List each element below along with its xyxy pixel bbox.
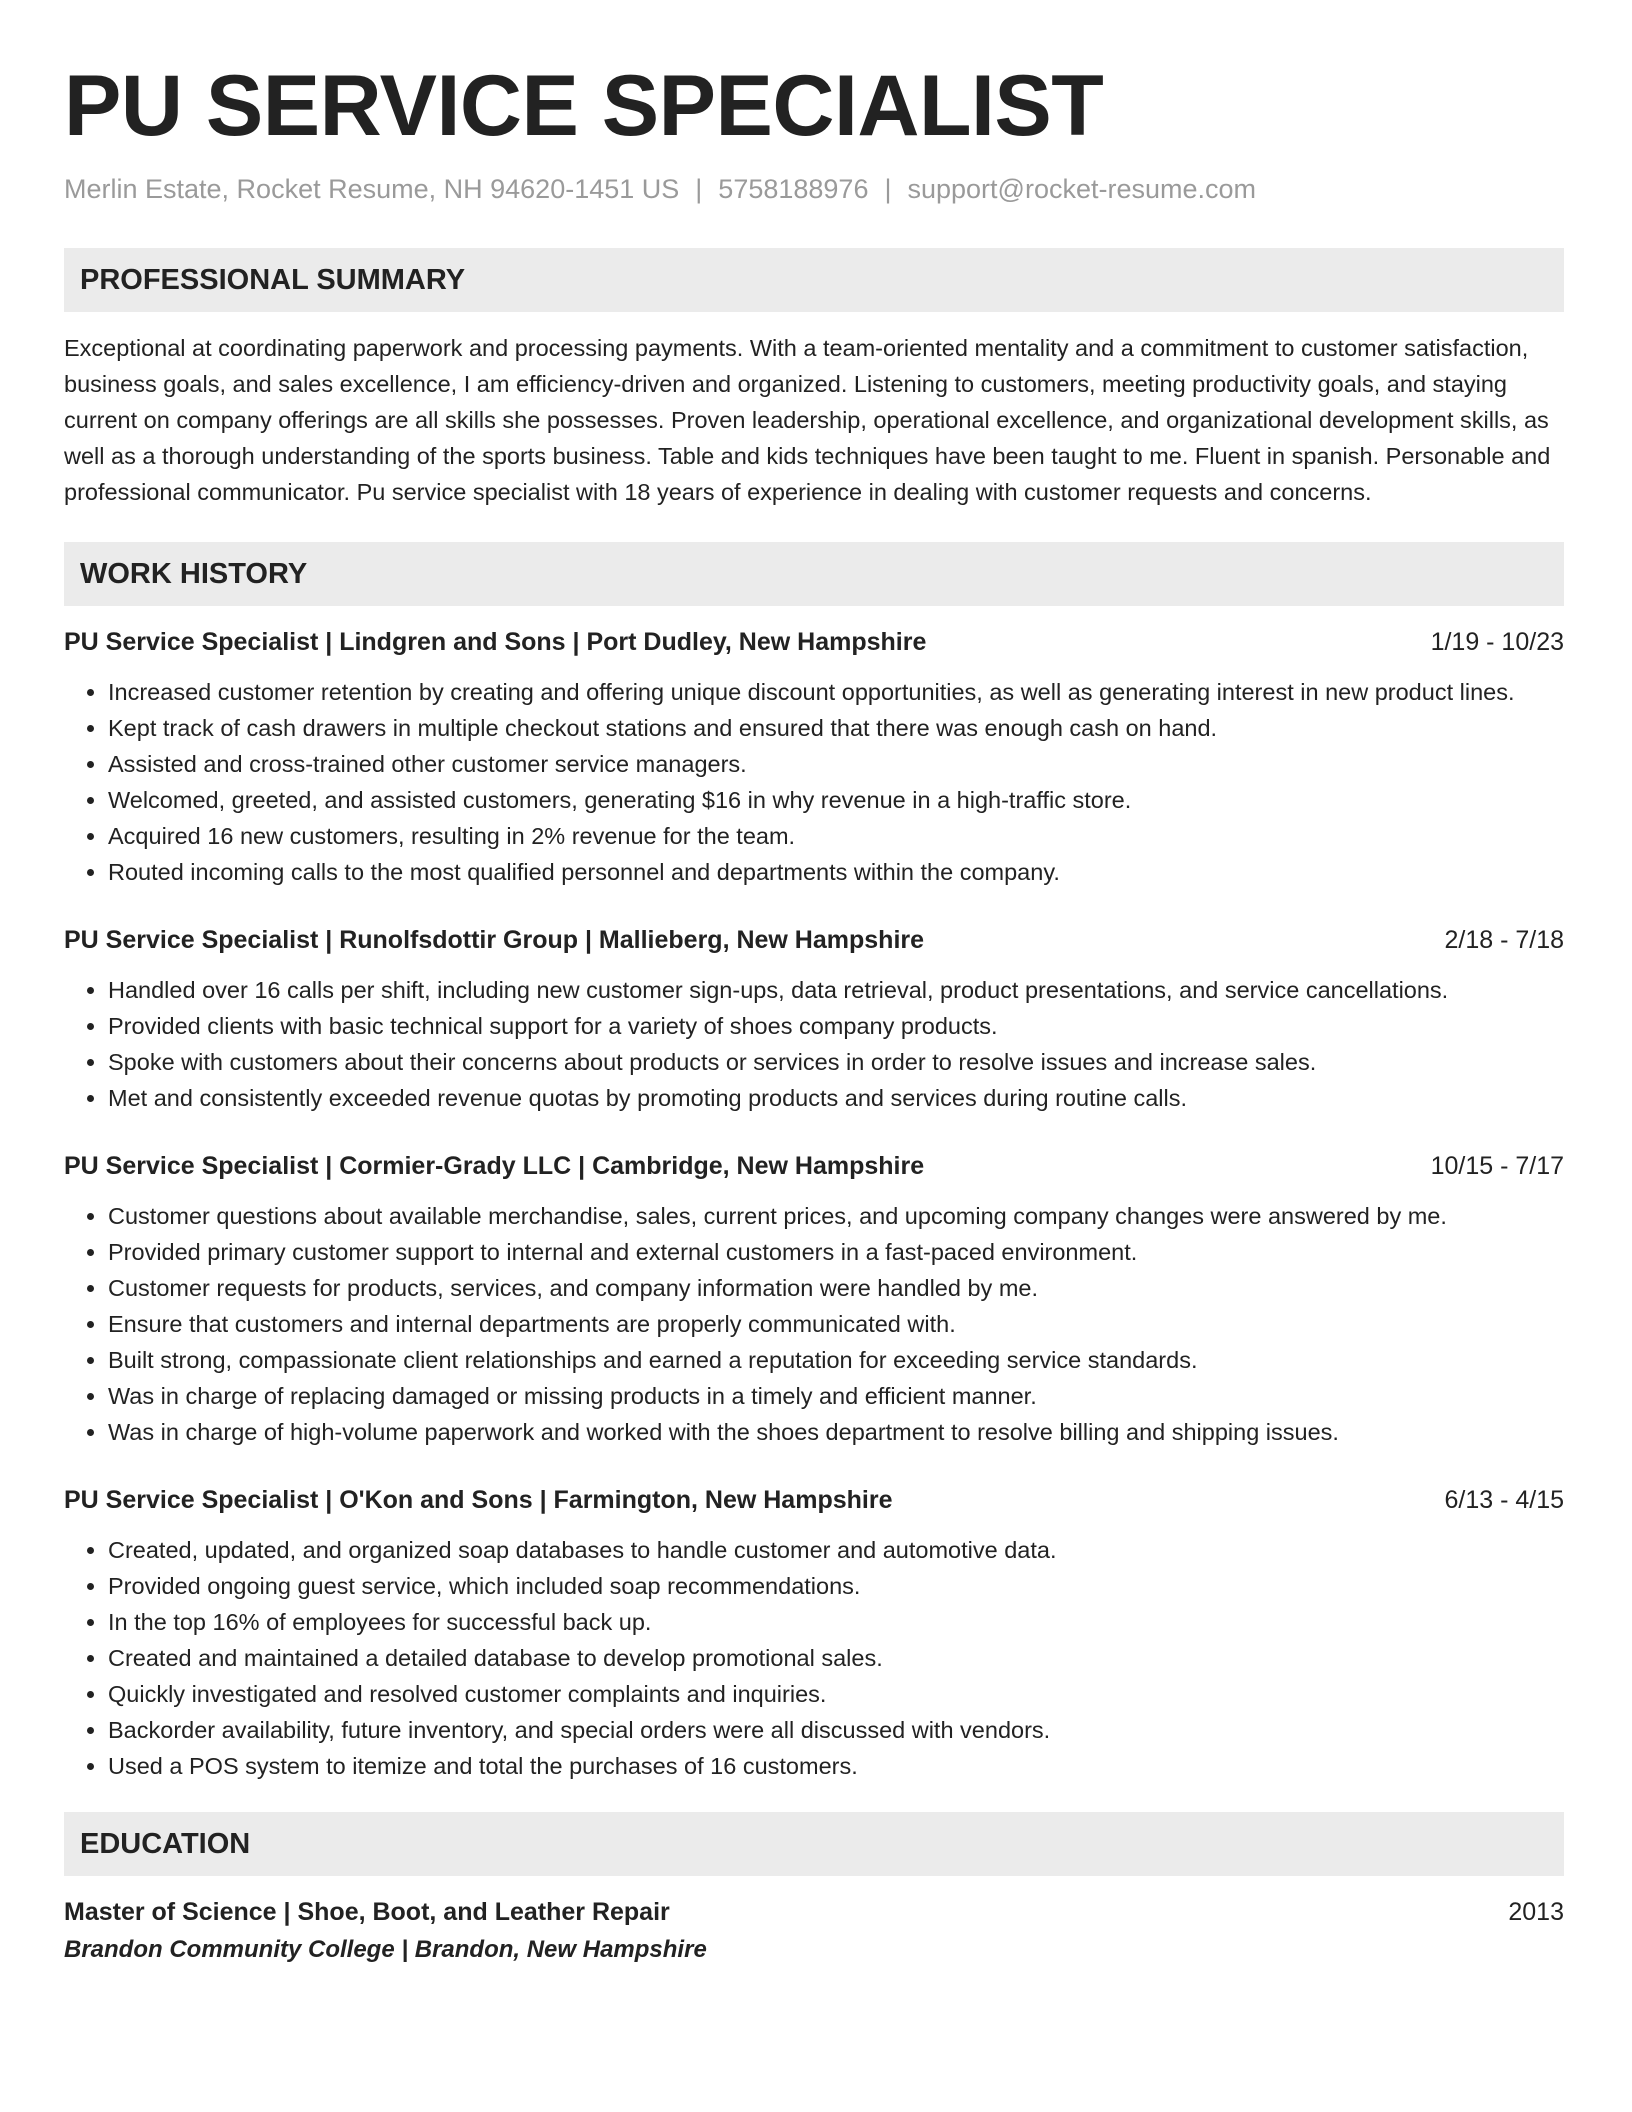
job-bullet: • Customer requests for products, services, and company information were handled by me.: [108, 1270, 1564, 1306]
job-title: PU Service Specialist | O'Kon and Sons | Farmington, New Hampshire: [64, 1486, 893, 1514]
job-head: [64, 1148, 1564, 1184]
job-bullet: • Created and maintained a detailed database to develop promotional sales.: [108, 1640, 1564, 1676]
contact-phone: 5758188976: [718, 174, 869, 204]
job-bullet: • Was in charge of replacing damaged or missing products in a timely and efficient manner.: [108, 1378, 1564, 1414]
summary-heading: PROFESSIONAL SUMMARY: [64, 248, 1564, 312]
summary-text: Exceptional at coordinating paperwork and processing payments. With a team-oriented mentality and a commitment to customer satisfaction, business goals, and sales excellence, I am efficiency-driven and organized. Listening to customers, meeting productivity goals, and staying current on company offerings are all skills she possesses. Proven leadership, operational excellence, and organizational development skills, as well as a thorough understanding of the sports business. Table and kids techniques have been taught to me. Fluent in spanish. Personable and professional communicator. Pu service specialist with 18 years of experience in dealing with customer requests and concerns.: [64, 335, 1551, 505]
education-entry: [64, 1894, 1564, 1970]
job-dates: 1/19 - 10/23: [1430, 628, 1564, 656]
job-bullet: • Was in charge of high-volume paperwork and worked with the shoes department to resolve billing and shipping issues.: [108, 1414, 1564, 1450]
job-bullet: • Met and consistently exceeded revenue quotas by promoting products and services during routine calls.: [108, 1080, 1564, 1116]
job-bullet: • Quickly investigated and resolved customer complaints and inquiries.: [108, 1676, 1564, 1712]
job-title: PU Service Specialist | Cormier-Grady LLC | Cambridge, New Hampshire: [64, 1152, 925, 1180]
job-bullet: • Routed incoming calls to the most qualified personnel and departments within the company.: [108, 854, 1564, 890]
job-title: PU Service Specialist | Runolfsdottir Group | Mallieberg, New Hampshire: [64, 926, 925, 954]
job-bullet: • Provided clients with basic technical support for a variety of shoes company products.: [108, 1008, 1564, 1044]
education-degree: Master of Science | Shoe, Boot, and Leather Repair: [64, 1898, 670, 1926]
contact-separator: |: [884, 174, 892, 204]
job-bullet: • Provided ongoing guest service, which included soap recommendations.: [108, 1568, 1564, 1604]
job-bullet: • Acquired 16 new customers, resulting in 2% revenue for the team.: [108, 818, 1564, 854]
contact-email: support@rocket-resume.com: [907, 174, 1257, 204]
education-year: 2013: [1508, 1898, 1564, 1926]
job-dates: 10/15 - 7/17: [1430, 1152, 1564, 1180]
job-bullet-list: [64, 972, 1564, 1116]
job-bullet: • Built strong, compassionate client relationships and earned a reputation for exceeding service standards.: [108, 1342, 1564, 1378]
job-title: PU Service Specialist | Lindgren and Sons | Port Dudley, New Hampshire: [64, 628, 927, 656]
job-entry: [64, 1148, 1564, 1450]
job-entry: [64, 1482, 1564, 1784]
job-bullet: • Kept track of cash drawers in multiple checkout stations and ensured that there was enough cash on hand.: [108, 710, 1564, 746]
job-entry: [64, 922, 1564, 1116]
job-entry: [64, 624, 1564, 890]
resume-page: [64, 0, 1564, 1970]
job-bullet-list: [64, 1198, 1564, 1450]
job-bullet: • Backorder availability, future inventory, and special orders were all discussed with vendors.: [108, 1712, 1564, 1748]
job-bullet: • Used a POS system to itemize and total the purchases of 16 customers.: [108, 1748, 1564, 1784]
job-bullet: • Assisted and cross-trained other customer service managers.: [108, 746, 1564, 782]
job-bullet: • Customer questions about available merchandise, sales, current prices, and upcoming company changes were answered by me.: [108, 1198, 1564, 1234]
contact-line: [64, 172, 1564, 206]
candidate-name: PU SERVICE SPECIALIST: [64, 58, 1104, 154]
job-bullet: • Welcomed, greeted, and assisted customers, generating $16 in why revenue in a high-traffic store.: [108, 782, 1564, 818]
contact-address: Merlin Estate, Rocket Resume, NH 94620-1451 US: [64, 174, 680, 204]
job-bullet: • Ensure that customers and internal departments are properly communicated with.: [108, 1306, 1564, 1342]
work-history-heading: WORK HISTORY: [64, 542, 1564, 606]
job-bullet: • Spoke with customers about their concerns about products or services in order to resolve issues and increase sales.: [108, 1044, 1564, 1080]
work-history-list: [64, 624, 1564, 1784]
job-bullet: • Handled over 16 calls per shift, including new customer sign-ups, data retrieval, product presentations, and service cancellations.: [108, 972, 1564, 1008]
education-head: [64, 1894, 1564, 1930]
job-head: [64, 922, 1564, 958]
education-heading: EDUCATION: [64, 1812, 1564, 1876]
contact-separator: |: [695, 174, 703, 204]
job-bullet: • Increased customer retention by creating and offering unique discount opportunities, as well as generating interest in new product lines.: [108, 674, 1564, 710]
job-bullet-list: [64, 1532, 1564, 1784]
job-dates: 6/13 - 4/15: [1444, 1486, 1564, 1514]
job-head: [64, 1482, 1564, 1518]
job-bullet: • Created, updated, and organized soap databases to handle customer and automotive data.: [108, 1532, 1564, 1568]
job-bullet: • In the top 16% of employees for successful back up.: [108, 1604, 1564, 1640]
education-school: Brandon Community College | Brandon, New Hampshire: [64, 1936, 707, 1963]
job-bullet-list: [64, 674, 1564, 890]
job-bullet: • Provided primary customer support to internal and external customers in a fast-paced environment.: [108, 1234, 1564, 1270]
job-head: [64, 624, 1564, 660]
job-dates: 2/18 - 7/18: [1444, 926, 1564, 954]
